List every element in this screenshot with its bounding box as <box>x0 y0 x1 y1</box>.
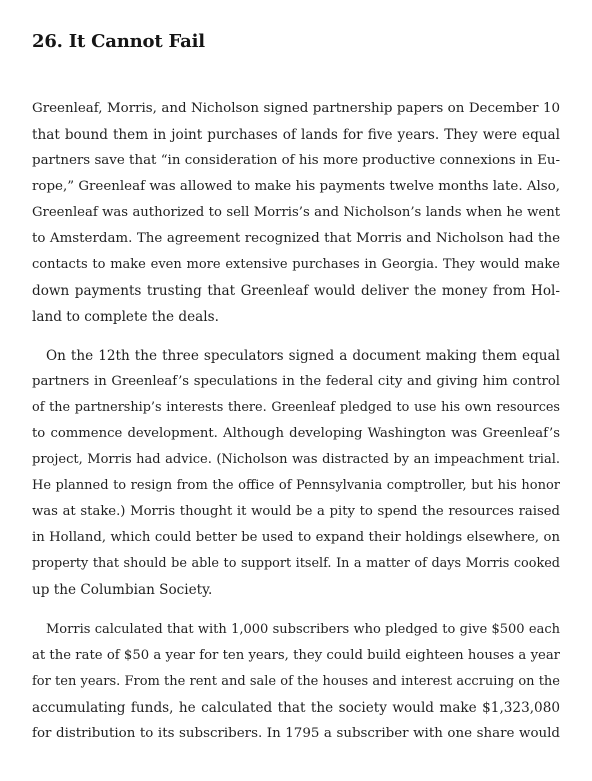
text-line: He planned to resign from the office of Pennsylvania comptroller, but his honor <box>32 478 560 493</box>
paragraph-1 <box>32 96 560 330</box>
text-line: for distribution to its subscribers. In 1795 a subscriber with one share would <box>32 726 560 741</box>
text-line: was at stake.) Morris thought it would be a pity to spend the resources raised <box>32 504 560 519</box>
text-line: up the Columbian Society. <box>32 582 213 598</box>
text-line: for ten years. From the rent and sale of the houses and interest accruing on the <box>32 674 560 689</box>
text-line: at the rate of $50 a year for ten years, they could build eighteen houses a year <box>32 648 560 663</box>
text-line: to commence development. Although developing Washington was Greenleaf’s <box>32 426 560 441</box>
text-line: to Amsterdam. The agreement recognized that Morris and Nicholson had the <box>32 231 560 246</box>
text-line: down payments trusting that Greenleaf would deliver the money from Hol- <box>32 283 560 299</box>
chapter-title: 26. It Cannot Fail <box>32 31 205 52</box>
text-line: that bound them in joint purchases of lands for five years. They were equal <box>32 127 560 143</box>
text-line: On the 12th the three speculators signed a document making them equal <box>46 348 560 364</box>
text-line: partners save that “in consideration of his more productive connexions in Eu- <box>32 153 560 168</box>
paragraph-2 <box>32 343 560 603</box>
text-line: Greenleaf was authorized to sell Morris’s and Nicholson’s lands when he went <box>32 205 560 220</box>
text-line: rope,” Greenleaf was allowed to make his payments twelve months late. Also, <box>32 179 560 194</box>
text-line: contacts to make even more extensive purchases in Georgia. They would make <box>32 257 560 272</box>
text-line: Morris calculated that with 1,000 subscribers who pledged to give $500 each <box>46 622 560 637</box>
text-line: accumulating funds, he calculated that the society would make $1,323,080 <box>32 700 560 716</box>
text-line: project, Morris had advice. (Nicholson was distracted by an impeachment trial. <box>32 452 560 467</box>
text-line: in Holland, which could better be used to expand their holdings elsewhere, on <box>32 530 560 545</box>
text-line: property that should be able to support itself. In a matter of days Morris cooked <box>32 556 560 571</box>
text-line: of the partnership’s interests there. Greenleaf pledged to use his own resources <box>32 400 560 415</box>
text-line: land to complete the deals. <box>32 309 219 325</box>
text-line: Greenleaf, Morris, and Nicholson signed partnership papers on December 10 <box>32 101 560 116</box>
text-line: partners in Greenleaf’s speculations in the federal city and giving him control <box>32 374 560 389</box>
paragraph-3 <box>32 617 560 747</box>
